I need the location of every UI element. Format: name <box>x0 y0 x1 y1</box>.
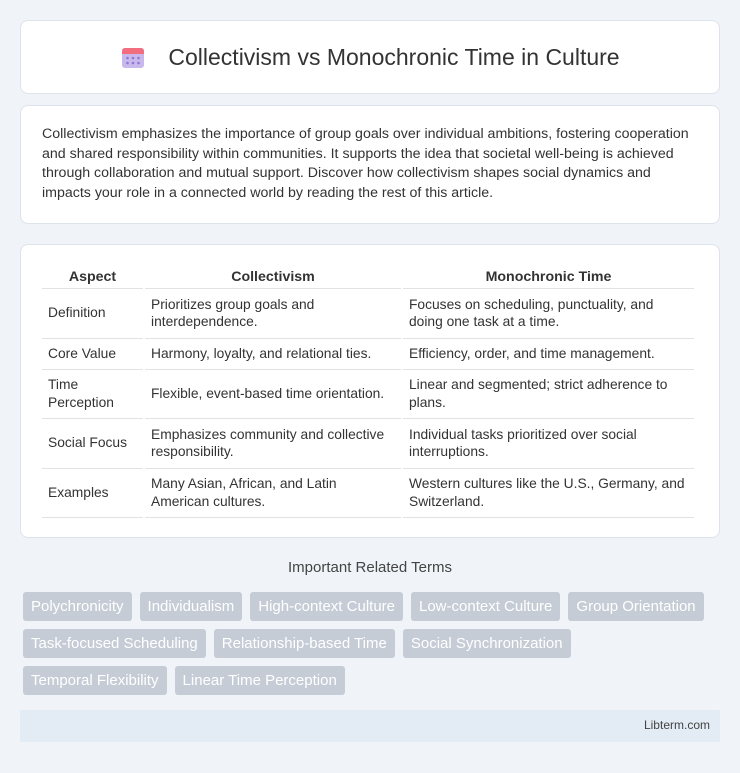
tag-polychronicity[interactable]: Polychronicity <box>23 592 132 621</box>
comparison-table-card <box>20 244 720 538</box>
table-row <box>42 289 694 339</box>
row-monochronic: Individual tasks prioritized over social interruptions. <box>403 419 694 469</box>
tag-linear-time-perception[interactable]: Linear Time Perception <box>175 666 345 695</box>
row-collectivism: Many Asian, African, and Latin American cultures. <box>145 469 401 519</box>
row-aspect: Social Focus <box>42 419 143 469</box>
row-monochronic: Focuses on scheduling, punctuality, and doing one task at a time. <box>403 289 694 339</box>
tag-relationship-based-time[interactable]: Relationship-based Time <box>214 629 395 658</box>
header-aspect: Aspect <box>42 265 143 289</box>
calendar-icon <box>120 44 146 70</box>
row-collectivism: Harmony, loyalty, and relational ties. <box>145 339 401 370</box>
page-title: Collectivism vs Monochronic Time in Culture <box>168 43 620 70</box>
row-collectivism: Flexible, event-based time orientation. <box>145 370 401 420</box>
table-row <box>42 419 694 469</box>
tag-task-focused-scheduling[interactable]: Task-focused Scheduling <box>23 629 206 658</box>
footer <box>20 710 720 742</box>
related-terms-title: Important Related Terms <box>288 559 452 576</box>
row-monochronic: Linear and segmented; strict adherence to plans. <box>403 370 694 420</box>
row-collectivism: Emphasizes community and collective responsibility. <box>145 419 401 469</box>
related-terms-list <box>23 592 723 703</box>
tag-temporal-flexibility[interactable]: Temporal Flexibility <box>23 666 167 695</box>
row-monochronic: Efficiency, order, and time management. <box>403 339 694 370</box>
tag-high-context-culture[interactable]: High-context Culture <box>250 592 403 621</box>
header-collectivism: Collectivism <box>145 265 401 289</box>
table-header-row <box>42 265 694 289</box>
tag-individualism[interactable]: Individualism <box>140 592 243 621</box>
comparison-table <box>40 265 696 518</box>
footer-site-link[interactable]: Libterm.com <box>643 718 710 732</box>
intro-card <box>20 105 720 224</box>
table-row <box>42 469 694 519</box>
row-aspect: Definition <box>42 289 143 339</box>
tag-social-synchronization[interactable]: Social Synchronization <box>403 629 571 658</box>
row-monochronic: Western cultures like the U.S., Germany, and Switzerland. <box>403 469 694 519</box>
tag-low-context-culture[interactable]: Low-context Culture <box>411 592 560 621</box>
row-aspect: Time Perception <box>42 370 143 420</box>
tag-group-orientation[interactable]: Group Orientation <box>568 592 703 621</box>
header-card <box>20 20 720 94</box>
row-collectivism: Prioritizes group goals and interdependence. <box>145 289 401 339</box>
table-row <box>42 370 694 420</box>
row-aspect: Examples <box>42 469 143 519</box>
row-aspect: Core Value <box>42 339 143 370</box>
header-monochronic-time: Monochronic Time <box>403 265 694 289</box>
table-row <box>42 339 694 370</box>
intro-text: Collectivism emphasizes the importance of group goals over individual ambitions, fostering cooperation and shared responsibility within communities. It supports the idea that societal well-being is achieved through collaboration and mutual support. Discover how collectivism shapes social dynamics and impacts your role in a connected world by reading the rest of this article. <box>42 126 689 201</box>
